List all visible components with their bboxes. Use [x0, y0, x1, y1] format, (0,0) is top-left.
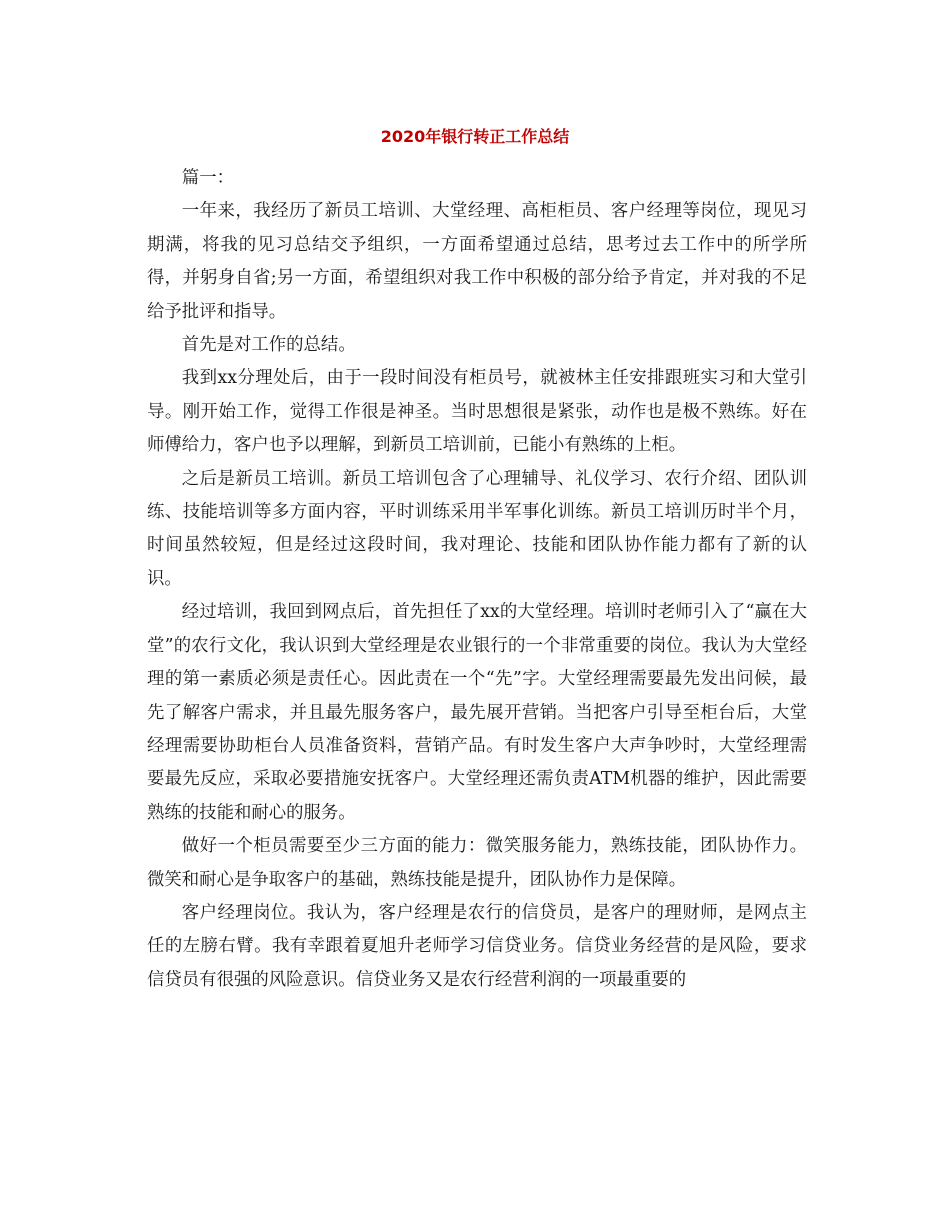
paragraph: 经过培训，我回到网点后，首先担任了xx的大堂经理。培训时老师引入了“赢在大堂”的农行文化，我认识到大堂经理是农业银行的一个非常重要的岗位。我认为大堂经理的第一素质必须是责任心。因此责在一个“先”字。大堂经理需要最先发出问候，最先了解客户需求，并且最先服务客户，最先展开营销。当把客户引导至柜台后，大堂经理需要协助柜台人员准备资料，营销产品。有时发生客户大声争吵时，大堂经理需要最先反应，采取必要措施安抚客户。大堂经理还需负责ATM机器的维护，因此需要熟练的技能和耐心的服务。 — [147, 602, 807, 823]
paragraph: 客户经理岗位。我认为，客户经理是农行的信贷员，是客户的理财师，是网点主任的左膀右臂。我有幸跟着夏旭升老师学习信贷业务。信贷业务经营的是风险，要求信贷员有很强的风险意识。信贷业务又是农行经营利润的一项最重要的 — [147, 902, 807, 990]
document-title: 2020年银行转正工作总结 — [380, 127, 570, 146]
paragraph: 一年来，我经历了新员工培训、大堂经理、高柜柜员、客户经理等岗位，现见习期满，将我的见习总结交予组织，一方面希望通过总结，思考过去工作中的所学所得，并躬身自省;另一方面，希望组织对我工作中积极的部分给予肯定，并对我的不足给予批评和指导。 — [147, 201, 807, 322]
paragraph-heading: 篇一： — [181, 168, 234, 188]
paragraph: 之后是新员工培训。新员工培训包含了心理辅导、礼仪学习、农行介绍、团队训练、技能培训等多方面内容，平时训练采用半军事化训练。新员工培训历时半个月，时间虽然较短，但是经过这段时间，我对理论、技能和团队协作能力都有了新的认识。 — [147, 468, 807, 589]
document-body — [147, 162, 807, 997]
paragraph: 做好一个柜员需要至少三方面的能力：微笑服务能力，熟练技能，团队协作力。微笑和耐心是争取客户的基础，熟练技能是提升，团队协作力是保障。 — [147, 836, 807, 890]
paragraph: 我到xx分理处后，由于一段时间没有柜员号，就被林主任安排跟班实习和大堂引导。刚开始工作，觉得工作很是神圣。当时思想很是紧张，动作也是极不熟练。好在师傅给力，客户也予以理解，到新员工培训前，已能小有熟练的上柜。 — [147, 368, 807, 456]
paragraph: 首先是对工作的总结。 — [181, 335, 356, 356]
